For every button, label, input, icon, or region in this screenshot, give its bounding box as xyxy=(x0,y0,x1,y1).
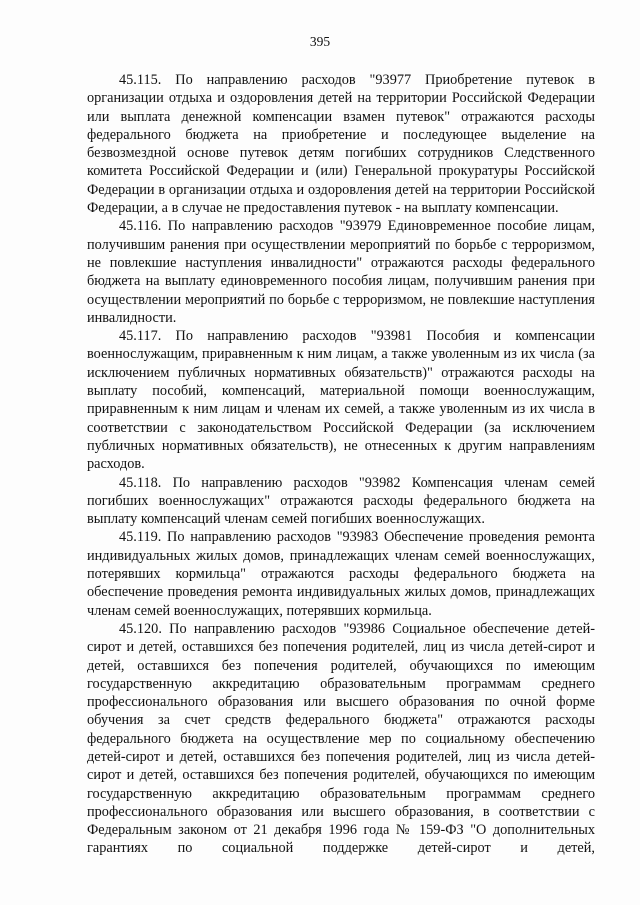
paragraph-45-115: 45.115. По направлению расходов "93977 Приобретение путевок в организации отдыха и оздоровления детей на территории Российской Федерации или выплата денежной компенсации взамен путевок" отражаются расходы федерального бюджета на приобретение и последующее выделение на безвозмездной основе путевок детям погибших сотрудников Следственного комитета Российской Федерации и (или) Генеральной прокуратуры Российской Федерации в организации отдыха и оздоровления детей на территории Российской Федерации, а в случае не предоставления путевок - на выплату компенсации. xyxy=(87,72,595,217)
paragraph-45-117: 45.117. По направлению расходов "93981 Пособия и компенсации военнослужащим, приравненным к ним лицам, а также уволенным из их числа (за исключением публичных нормативных обязательств)" отражаются расходы на выплату пособий, компенсаций, материальной помощи военнослужащим, приравненным к ним лицам и членам их семей, а также уволенным из их числа в соответствии с законодательством Российской Федерации (за исключением публичных нормативных обязательств), не отнесенных к другим направлениям расходов. xyxy=(87,328,595,473)
page-number: 395 xyxy=(309,34,331,49)
paragraph-45-118: 45.118. По направлению расходов "93982 Компенсация членам семей погибших военнослужащих" отражаются расходы федерального бюджета на выплату компенсаций членам семей погибших военнослужащих. xyxy=(87,474,595,528)
paragraph-45-120: 45.120. По направлению расходов "93986 Социальное обеспечение детей-сирот и детей, оставшихся без попечения родителей, лиц из числа детей-сирот и детей, оставшихся без попечения родителей, обучающихся по имеющим государственную аккредитацию образовательным программам среднего профессионального образования или высшего образования по очной форме обучения за счет средств федерального бюджета" отражаются расходы федерального бюджета на осуществление мер по социальному обеспечению детей-сирот и детей, оставшихся без попечения родителей, лиц из числа детей-сирот и детей, оставшихся без попечения родителей, обучающихся по имеющим государственную аккредитацию образовательным программам среднего профессионального образования или высшего образования, в соответствии с Федеральным законом от 21 декабря 1996 года № 159-ФЗ "О дополнительных гарантиях по социальной поддержке детей-сирот и детей, xyxy=(87,620,595,857)
document-body xyxy=(87,71,595,858)
paragraph-45-119: 45.119. По направлению расходов "93983 Обеспечение проведения ремонта индивидуальных жилых домов, принадлежащих членам семей военнослужащих, потерявших кормильца" отражаются расходы федерального бюджета на обеспечение проведения ремонта индивидуальных жилых домов, принадлежащих членам семей военнослужащих, потерявших кормильца. xyxy=(87,529,595,619)
paragraph-45-116: 45.116. По направлению расходов "93979 Единовременное пособие лицам, получившим ранения при осуществлении мероприятий по борьбе с терроризмом, не повлекшие наступления инвалидности" отражаются расходы федерального бюджета на выплату единовременного пособия лицам, получившим ранения при осуществлении мероприятий по борьбе с терроризмом, не повлекшие наступления инвалидности. xyxy=(87,218,595,326)
